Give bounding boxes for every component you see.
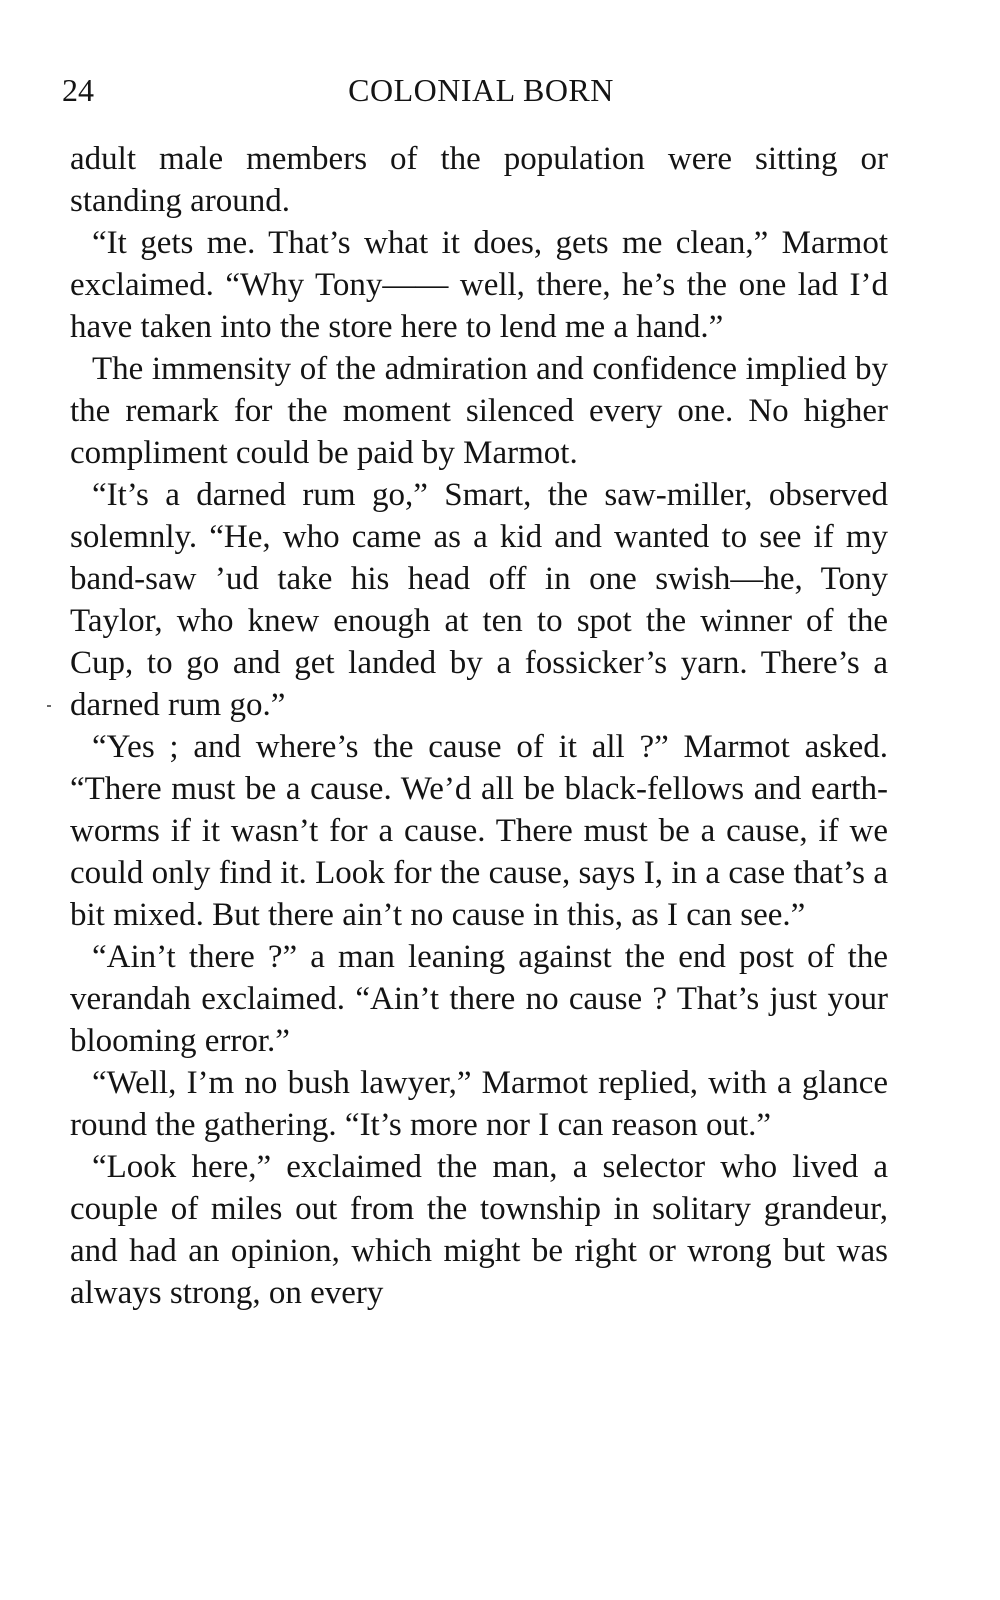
paragraph-cause: “Yes ; and where’s the cause of it all ?” Marmot asked. “There must be a cause. We’d all be black-fellows and earth-worms if it wasn’t for a cause. There must be a cause, if we could only find it. Look for the cause, says I, in a case that’s a bit mixed. But there ain’t no cause in this, as I can see.” — [70, 729, 888, 933]
paragraph-bush-lawyer: “Well, I’m no bush lawyer,” Marmot replied, with a glance round the gathering. “It’s more nor I can reason out.” — [70, 1065, 888, 1143]
page-header — [62, 70, 900, 114]
paragraph-marmot-exclaims: “It gets me. That’s what it does, gets me clean,” Marmot exclaimed. “Why Tony—— well, there, he’s the one lad I’d have taken into the store here to lend me a hand.” — [70, 225, 888, 345]
paragraph-verandah-man: “Ain’t there ?” a man leaning against the end post of the verandah exclaimed. “Ain’t there no cause ? That’s just your blooming error.” — [70, 939, 888, 1059]
paragraph-immensity: The immensity of the admiration and confidence implied by the remark for the moment silenced every one. No higher compliment could be paid by Marmot. — [70, 351, 888, 471]
margin-mark — [47, 705, 51, 707]
paragraph-selector: “Look here,” exclaimed the man, a selector who lived a couple of miles out from the township in solitary grandeur, and had an opinion, which might be right or wrong but was always strong, on every — [70, 1149, 888, 1311]
paragraph-continuation: adult male members of the population were sitting or standing around. — [70, 141, 888, 219]
running-title: COLONIAL BORN — [348, 72, 614, 108]
page-number: 24 — [62, 72, 94, 108]
body-text — [70, 138, 888, 1314]
paragraph-smart-observes: “It’s a darned rum go,” Smart, the saw-miller, observed solemnly. “He, who came as a kid and wanted to see if my band-saw ’ud take his head off in one swish—he, Tony Taylor, who knew enough at ten to spot the winner of the Cup, to go and get landed by a fossicker’s yarn. There’s a darned rum go.” — [70, 477, 888, 723]
